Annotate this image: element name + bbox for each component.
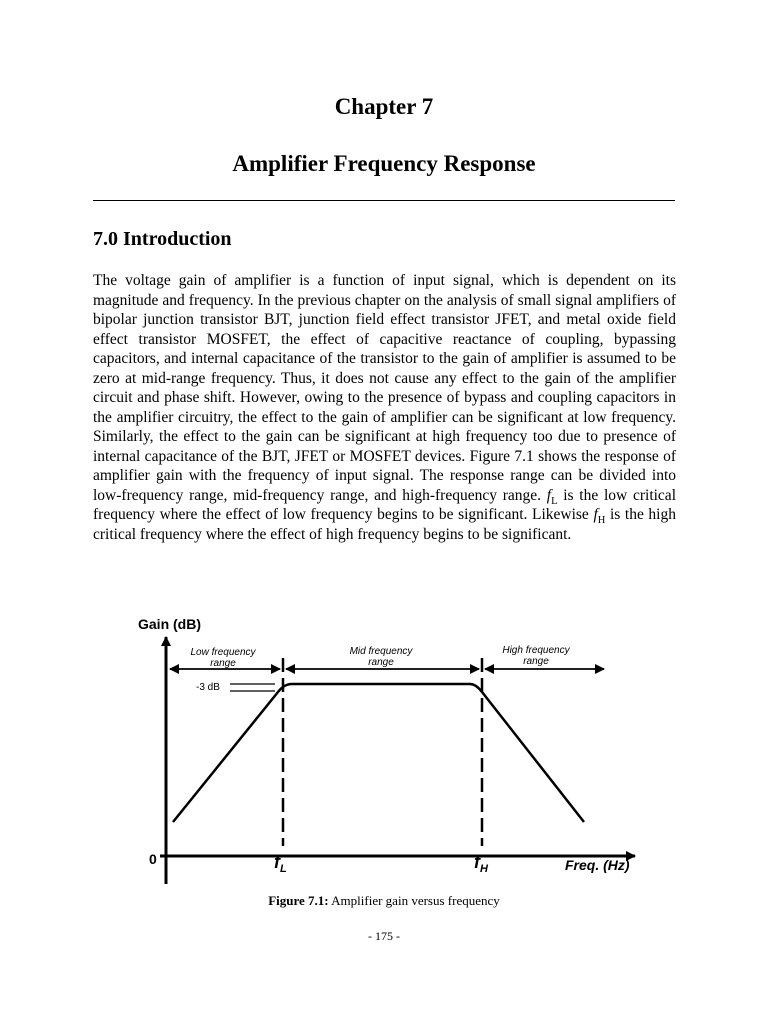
- fh-subscript: H: [597, 515, 606, 527]
- caption-text: Amplifier gain versus frequency: [328, 893, 500, 908]
- gain-response-curve: [173, 684, 584, 822]
- paragraph-part-1: The voltage gain of amplifier is a function of input signal, which is dependent on its magnitude and frequency. In the previous chapter on the analysis of small signal amplifiers of bipolar junction transistor BJT, junction field effect transistor JFET, and metal oxide field effect transistor MOSFET, the effect of capacitive reactance of coupling, bypassing capacitors, and internal capacitance of the transistor to the gain of amplifier is assumed to be zero at mid-range frequency. Thus, it does not cause any effect to the gain of the amplifier circuit and phase shift. However, owing to the presence of bypass and coupling capacitors in the amplifier circuitry, the effect to the gain of amplifier can be significant at low frequency. Similarly, the effect to the gain can be significant at high frequency too due to presence of internal capacitance of the BJT, JFET or MOSFET devices. Figure 7.1 shows the response of amplifier gain with the frequency of input signal. The response range can be divided into low-frequency range, mid-frequency range, and high-frequency range.: [93, 272, 676, 504]
- low-range-label-line2: range: [210, 658, 236, 669]
- mid-range-label-line1: Mid frequency: [349, 646, 413, 657]
- y-axis-label: Gain (dB): [138, 616, 201, 632]
- minus-3db-label: -3 dB: [196, 682, 220, 693]
- low-range-label-line1: Low frequency: [190, 647, 256, 658]
- fl-symbol: f: [546, 486, 552, 504]
- figure-caption: [0, 893, 768, 909]
- paragraph-part-3: is the high critical frequency where the effect of high frequency begins to be significant.: [93, 506, 676, 543]
- fl-axis-subscript: L: [280, 863, 287, 875]
- fh-axis-letter: f: [474, 852, 480, 872]
- title-divider: [93, 200, 675, 201]
- chapter-heading: Chapter 7: [334, 94, 434, 119]
- high-range-label-line1: High frequency: [502, 645, 570, 656]
- paragraph-part-2: is the low critical frequency where the effect of low frequency begins to be significant. Likewise: [93, 486, 676, 523]
- frequency-response-diagram: [120, 612, 650, 890]
- mid-range-label-line2: range: [368, 657, 394, 668]
- high-range-label-line2: range: [523, 656, 549, 667]
- fh-symbol: f: [593, 506, 598, 523]
- fl-axis-letter: f: [274, 852, 280, 872]
- page-number: - 175 -: [368, 929, 400, 943]
- section-heading: 7.0 Introduction: [93, 228, 232, 250]
- x-axis-label: Freq. (Hz): [565, 857, 630, 873]
- frequency-response-figure: [120, 612, 650, 895]
- intro-paragraph: [93, 271, 676, 544]
- fl-subscript: L: [551, 495, 558, 507]
- fh-axis-subscript: H: [480, 863, 488, 875]
- chapter-title: Amplifier Frequency Response: [232, 151, 536, 176]
- origin-label: 0: [149, 851, 157, 867]
- caption-label: Figure 7.1:: [268, 893, 329, 908]
